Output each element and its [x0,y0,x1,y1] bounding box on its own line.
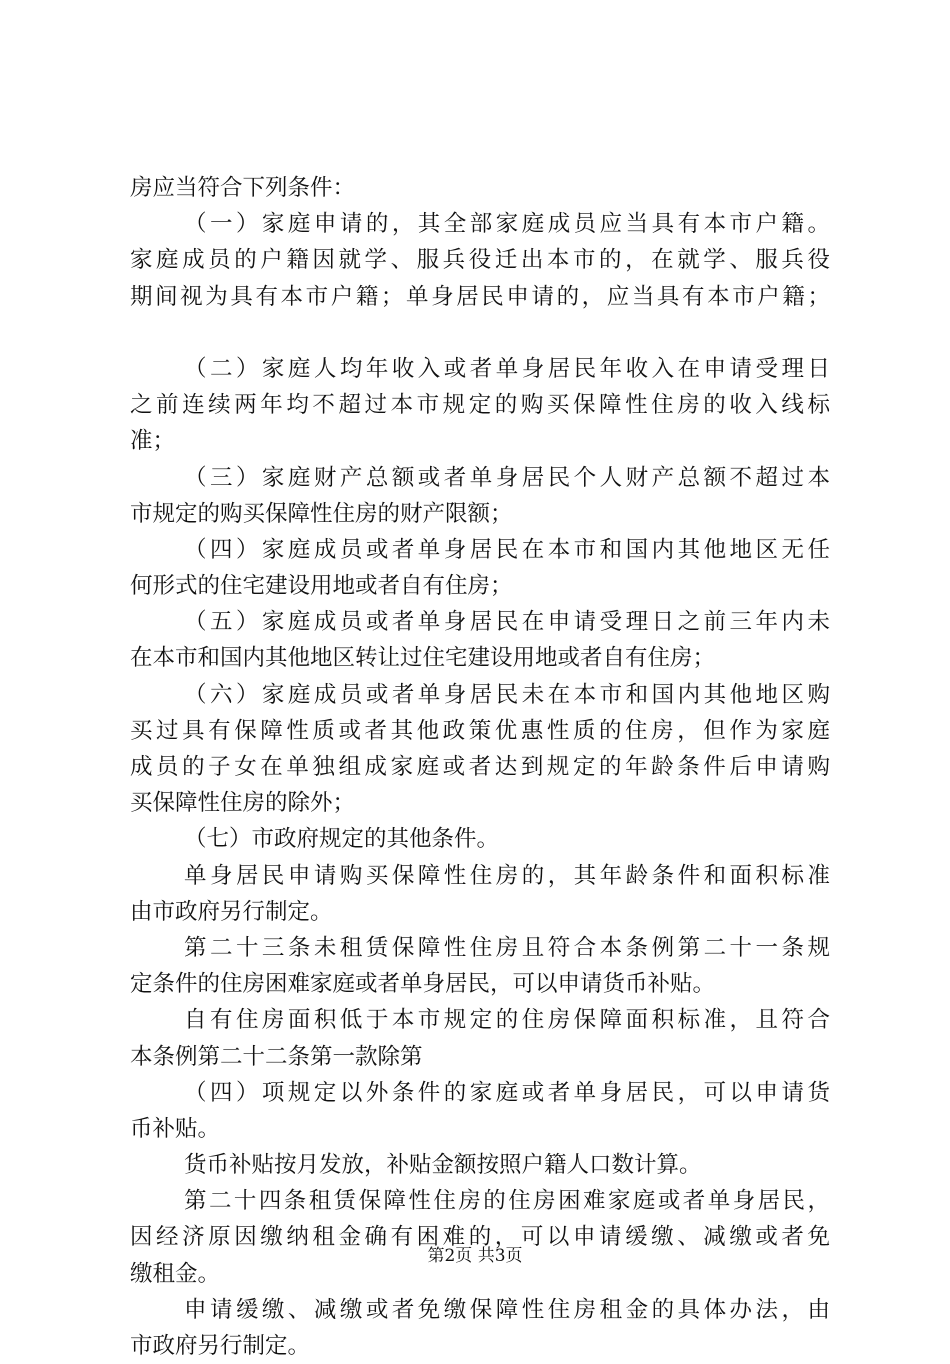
text-line: （四）家庭成员或者单身居民在本市和国内其他地区无任 [184,536,830,563]
text-line: （七）市政府规定的其他条件。 [184,826,500,853]
text-line: 买保障性住房的除外； [130,790,356,817]
text-line: 买过具有保障性质或者其他政策优惠性质的住房，但作为家庭 [130,717,830,744]
page-footer: 第2页 共3页 [427,1246,523,1266]
text-line: 第二十三条未租赁保障性住房且符合本条例第二十一条规 [184,934,830,961]
text-line: 币补贴。 [130,1115,221,1142]
text-line: 单身居民申请购买保障性住房的，其年龄条件和面积标准 [184,862,830,889]
text-line: 第二十四条租赁保障性住房的住房困难家庭或者单身居民， [184,1188,830,1215]
text-line: 由市政府另行制定。 [130,898,333,925]
blank-line [130,315,830,351]
text-line: （四）项规定以外条件的家庭或者单身居民，可以申请货 [184,1079,830,1106]
text-line: 货币补贴按月发放，补贴金额按照户籍人口数计算。 [184,1152,702,1179]
text-line: 定条件的住房困难家庭或者单身居民，可以申请货币补贴。 [130,971,716,998]
text-line: 房应当符合下列条件： [130,175,356,201]
text-line: （一）家庭申请的，其全部家庭成员应当具有本市户籍。 [184,211,830,238]
text-line: （三）家庭财产总额或者单身居民个人财产总额不超过本 [184,464,830,491]
text-line: （五）家庭成员或者单身居民在申请受理日之前三年内未 [184,609,830,636]
text-line: 自有住房面积低于本市规定的住房保障面积标准，且符合 [184,1007,830,1034]
text-line: 市规定的购买保障性住房的财产限额； [130,500,513,527]
text-line: （六）家庭成员或者单身居民未在本市和国内其他地区购 [184,681,830,708]
text-line: 何形式的住宅建设用地或者自有住房； [130,573,513,600]
text-line: 准； [130,428,176,455]
text-line: 家庭成员的户籍因就学、服兵役迁出本市的，在就学、服兵役 [130,247,830,274]
text-line: 之前连续两年均不超过本市规定的购买保障性住房的收入线标 [130,392,830,419]
text-line: 缴租金。 [130,1260,221,1287]
text-line: 市政府另行制定。 [130,1333,311,1359]
text-line: （二）家庭人均年收入或者单身居民年收入在申请受理日 [184,355,830,382]
text-line: 本条例第二十二条第一款除第 [130,1043,423,1070]
text-line: 成员的子女在单独组成家庭或者达到规定的年龄条件后申请购 [130,754,830,780]
text-line: 期间视为具有本市户籍；单身居民申请的，应当具有本市户籍； [130,283,830,310]
text-line: 在本市和国内其他地区转让过住宅建设用地或者自有住房； [130,645,716,672]
document-body [130,170,830,1364]
text-line: 申请缓缴、减缴或者免缴保障性住房租金的具体办法，由 [184,1296,830,1323]
text-line: 因经济原因缴纳租金确有困难的，可以申请缓缴、减缴或者免 [130,1224,830,1251]
